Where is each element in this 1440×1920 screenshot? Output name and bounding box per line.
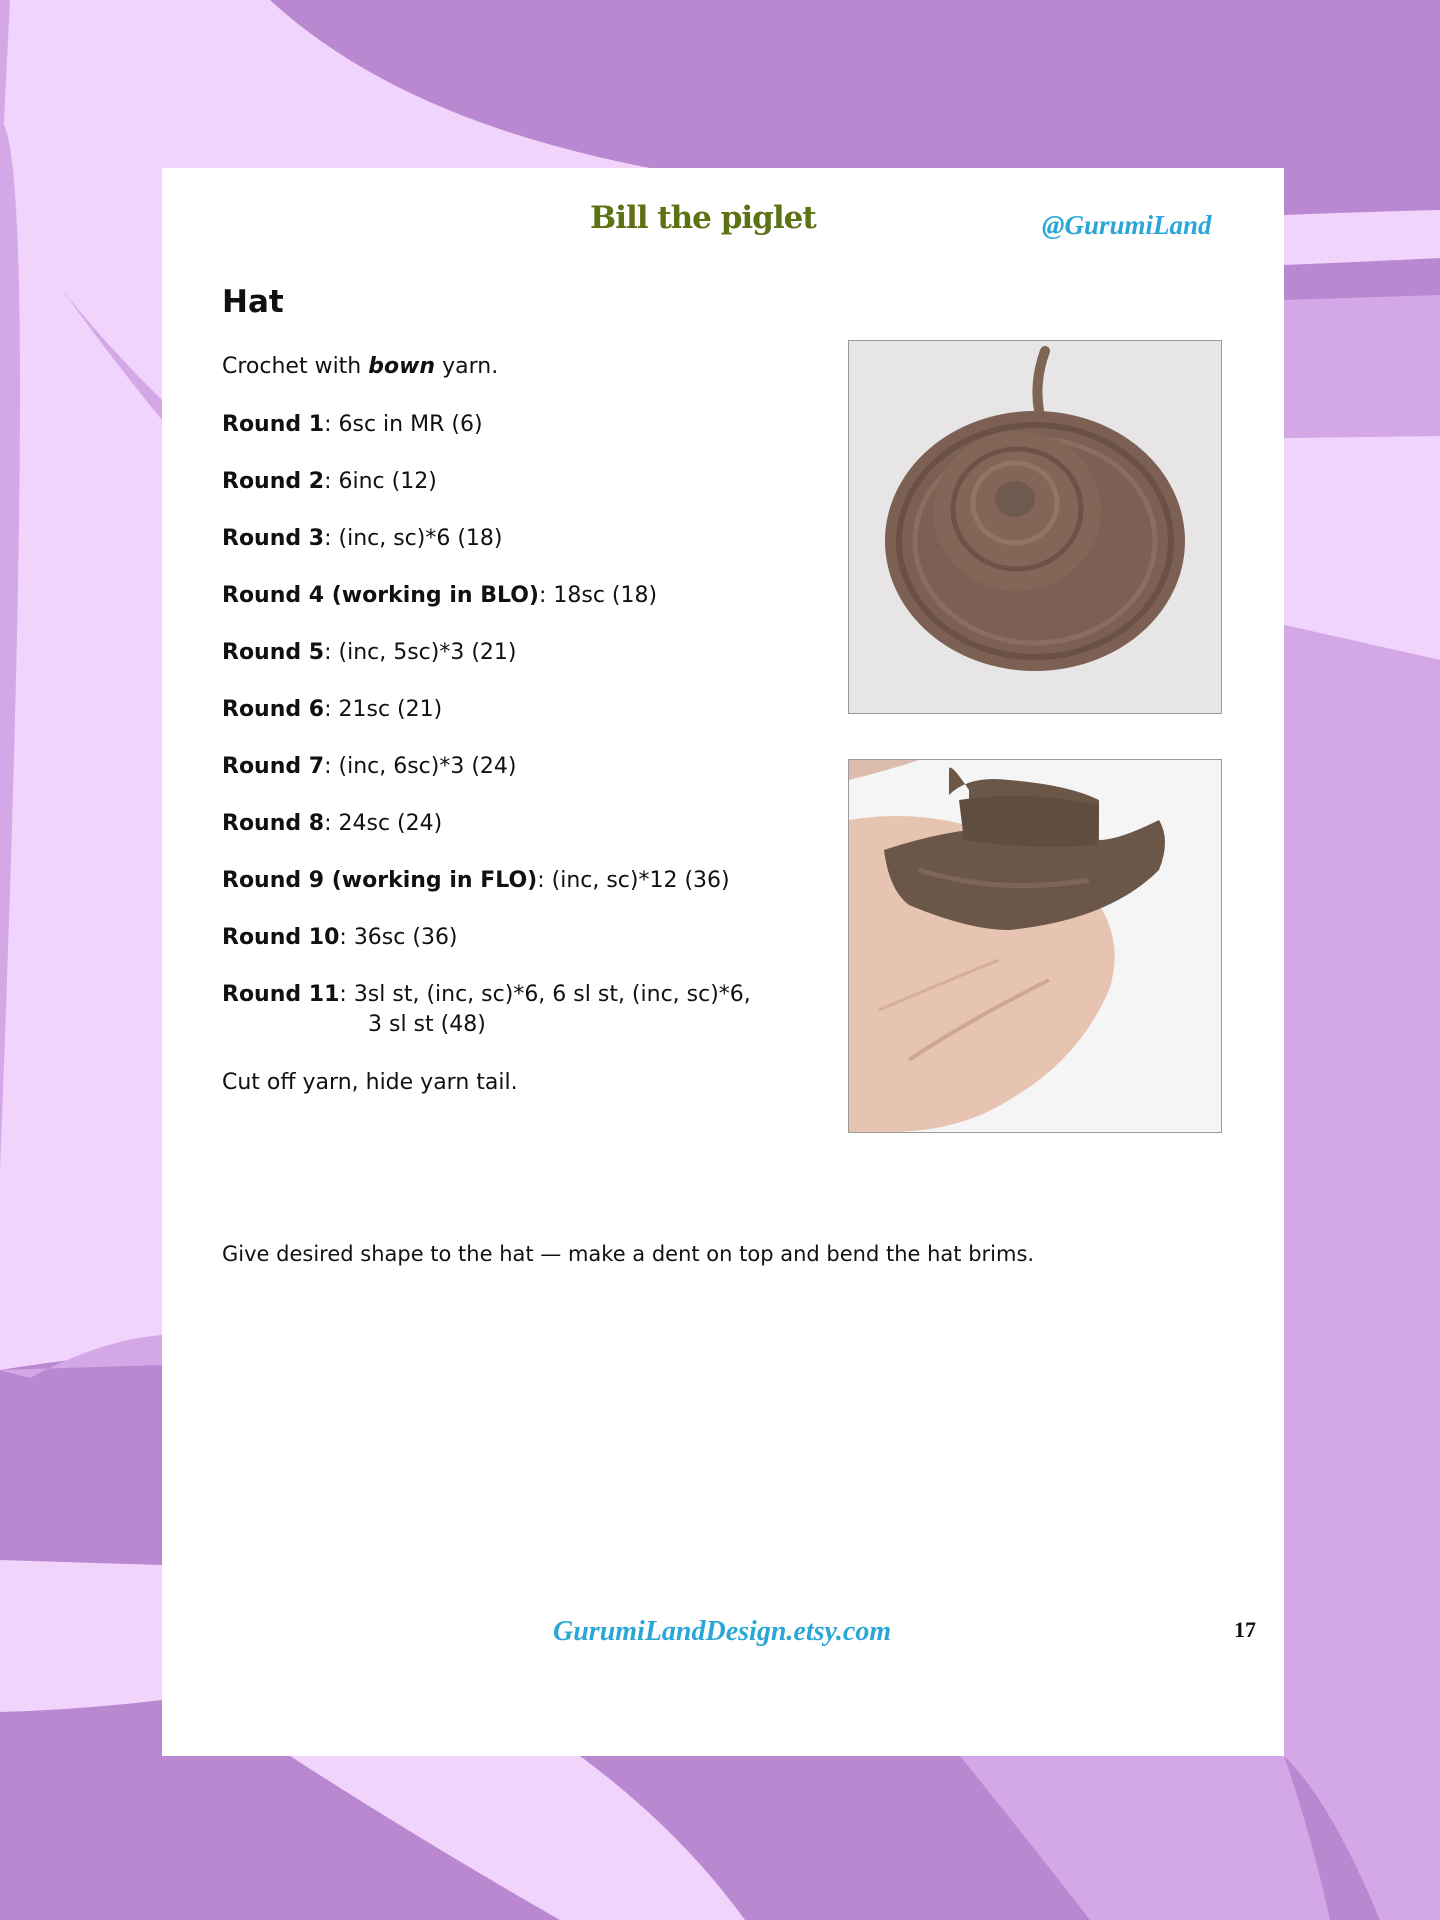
round-instruction: 21sc (21) (338, 697, 443, 722)
pattern-page (162, 168, 1284, 1756)
round-instruction: 3sl st, (inc, sc)*6, 6 sl st, (inc, sc)*6, (353, 982, 751, 1007)
colon: : (324, 697, 339, 722)
round-row (222, 524, 822, 581)
closing-instruction: Cut off yarn, hide yarn tail. (222, 1070, 518, 1095)
round-row (222, 980, 822, 1040)
page-number: 17 (1234, 1617, 1256, 1642)
round-row (222, 467, 822, 524)
intro-suffix: yarn. (435, 354, 499, 379)
photo-hat-in-hand (848, 759, 1222, 1133)
hat-top-image (849, 341, 1221, 713)
round-instruction: 6inc (12) (338, 469, 437, 494)
round-instruction: 6sc in MR (6) (338, 412, 483, 437)
hat-in-hand-image (849, 760, 1221, 1132)
colon: : (537, 868, 552, 893)
round-row (222, 695, 822, 752)
round-instruction: (inc, 6sc)*3 (24) (338, 754, 517, 779)
round-instruction: 24sc (24) (338, 811, 443, 836)
colon: : (339, 925, 354, 950)
round-instruction: (inc, sc)*12 (36) (551, 868, 730, 893)
intro-text (222, 354, 498, 379)
round-instruction: (inc, sc)*6 (18) (338, 526, 503, 551)
round-label: Round 10 (222, 925, 340, 950)
round-row (222, 923, 822, 980)
colon: : (324, 526, 339, 551)
round-label: Round 9 (working in FLO) (222, 868, 538, 893)
colon: : (324, 754, 339, 779)
colon: : (324, 412, 339, 437)
pattern-title: Bill the piglet (590, 200, 816, 236)
round-row (222, 410, 822, 467)
round-label: Round 6 (222, 697, 325, 722)
round-row (222, 752, 822, 809)
round-label: Round 4 (working in BLO) (222, 583, 539, 608)
round-label: Round 5 (222, 640, 325, 665)
round-label: Round 11 (222, 982, 340, 1007)
colon: : (324, 811, 339, 836)
round-list (222, 410, 822, 1040)
colon: : (324, 640, 339, 665)
round-label: Round 2 (222, 469, 325, 494)
colon: : (339, 982, 354, 1007)
round-label: Round 8 (222, 811, 325, 836)
round-row (222, 581, 822, 638)
round-label: Round 3 (222, 526, 325, 551)
round-row (222, 638, 822, 695)
shaping-note: Give desired shape to the hat — make a dent on top and bend the hat brims. (222, 1242, 1035, 1266)
round-label: Round 7 (222, 754, 325, 779)
round-row (222, 866, 822, 923)
colon: : (324, 469, 339, 494)
section-title: Hat (222, 284, 284, 320)
yarn-color: bown (368, 354, 436, 379)
brand-handle: @GurumiLand (1042, 210, 1212, 240)
round-instruction: (inc, 5sc)*3 (21) (338, 640, 517, 665)
round-instruction: 36sc (36) (353, 925, 458, 950)
intro-prefix: Crochet with (222, 354, 369, 379)
round-label: Round 1 (222, 412, 325, 437)
round-instruction-continuation: 3 sl st (48) (368, 1012, 486, 1037)
round-instruction: 18sc (18) (553, 583, 658, 608)
colon: : (538, 583, 554, 608)
etsy-shop-link[interactable]: GurumiLandDesign.etsy.com (553, 1616, 892, 1647)
round-row (222, 809, 822, 866)
photo-hat-top-view (848, 340, 1222, 714)
